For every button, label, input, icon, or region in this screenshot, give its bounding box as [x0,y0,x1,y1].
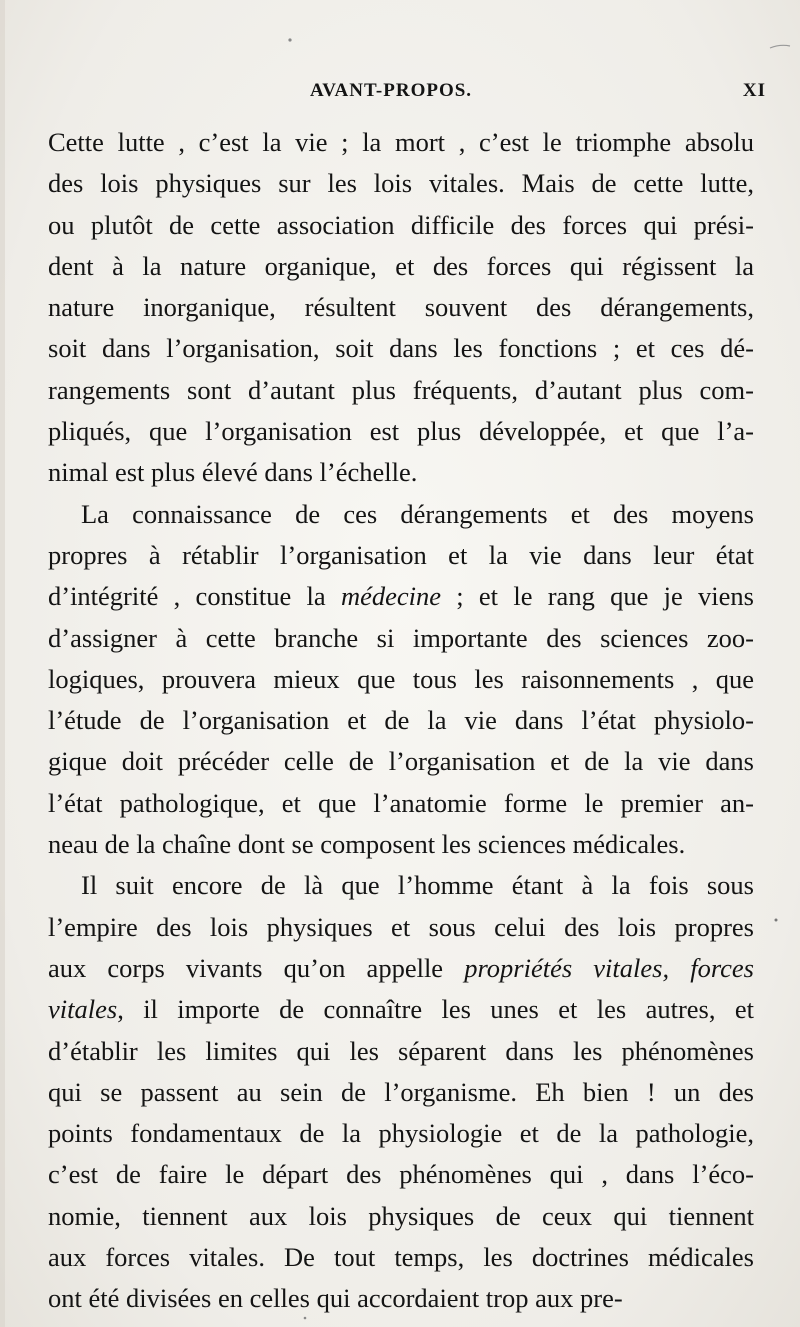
text-run: pliqués, que l’organisation est plus développée, et que l’a- [48,416,754,447]
text-run: l’étude de l’organisation et de la vie dans l’état physiolo- [48,705,754,736]
text-line [48,1154,754,1195]
text-line [48,1072,754,1113]
scan-speck [288,38,291,41]
text-line [48,824,754,865]
text-run: des lois physiques sur les lois vitales. Mais de cette lutte, [48,168,754,199]
text-line [48,205,754,246]
text-run: gique doit précéder celle de l’organisation et de la vie dans [48,746,754,777]
text-run: soit dans l’organisation, soit dans les fonctions ; et ces dé- [48,333,754,364]
text-run: l’état pathologique, et que l’anatomie forme le premier an- [48,787,754,818]
text-line [48,1278,754,1319]
text-run: d’intégrité , constitue la [48,581,341,612]
text-line [48,328,754,369]
text-run: ou plutôt de cette association difficile des forces qui prési- [48,209,754,240]
scan-mark [770,45,790,48]
text-run: logiques, prouvera mieux que tous les raisonnements , que [48,663,754,694]
text-run: nimal est plus élevé dans l’échelle. [48,457,418,488]
text-line [48,494,754,535]
text-run: d’assigner à cette branche si importante des sciences zoo- [48,622,754,653]
text-run: propres à rétablir l’organisation et la vie dans leur état [48,539,754,570]
text-line [48,246,754,287]
text-line [48,1031,754,1072]
text-run: qui se passent au sein de l’organisme. Eh bien ! un des [48,1076,754,1107]
text-run: neau de la chaîne dont se composent les sciences médicales. [48,829,686,860]
text-line [48,163,754,204]
text-run: Il suit encore de là que l’homme étant à la fois sous [81,870,754,901]
running-title: AVANT-PROPOS. [310,80,473,101]
text-run: aux corps vivants qu’on appelle [48,952,465,983]
text-line [48,741,754,782]
text-line [48,576,754,617]
text-line [48,700,754,741]
italic-term: vitales [48,994,118,1025]
text-run: l’empire des lois physiques et sous celui des lois propres [48,911,754,942]
text-run: ; et le rang que je viens [441,581,754,612]
text-run: nature inorganique, résultent souvent des dérangements, [48,292,754,323]
text-run: dent à la nature organique, et des forces qui régissent la [48,250,754,281]
text-line [48,411,754,452]
text-line [48,1196,754,1237]
text-line [48,1113,754,1154]
text-line [48,122,754,163]
left-edge-shadow [0,0,5,1327]
text-run: rangements sont d’autant plus fréquents, d’autant plus com- [48,374,754,405]
text-line [48,865,754,906]
text-run: La connaissance de ces dérangements et des moyens [81,498,754,529]
italic-term: propriétés vitales, forces [464,952,754,983]
text-run: points fondamentaux de la physiologie et de la pathologie, [48,1118,754,1149]
text-run: ont été divisées en celles qui accordaient trop aux pre- [48,1283,623,1314]
text-run: aux forces vitales. De tout temps, les doctrines médicales [48,1242,754,1273]
text-line [48,535,754,576]
text-run: c’est de faire le départ des phénomènes qui , dans l’éco- [48,1159,754,1190]
text-line [48,907,754,948]
scan-speck [775,919,778,922]
text-line [48,452,754,493]
page-number: XI [742,80,766,101]
text-line [48,783,754,824]
text-run: nomie, tiennent aux lois physiques de ceux qui tiennent [48,1200,754,1231]
text-line [48,1237,754,1278]
text-run: Cette lutte , c’est la vie ; la mort , c’est le triomphe absolu [48,127,754,157]
running-header [48,80,766,110]
text-line [48,618,754,659]
text-run: d’établir les limites qui les séparent dans les phénomènes [48,1035,754,1066]
italic-term: médecine [340,581,441,612]
text-line [48,287,754,328]
text-line [48,989,754,1030]
text-line [48,370,754,411]
text-line [48,948,754,989]
text-run: , il importe de connaître les unes et les autres, et [117,994,754,1025]
text-line [48,659,754,700]
body-text [48,122,754,1320]
